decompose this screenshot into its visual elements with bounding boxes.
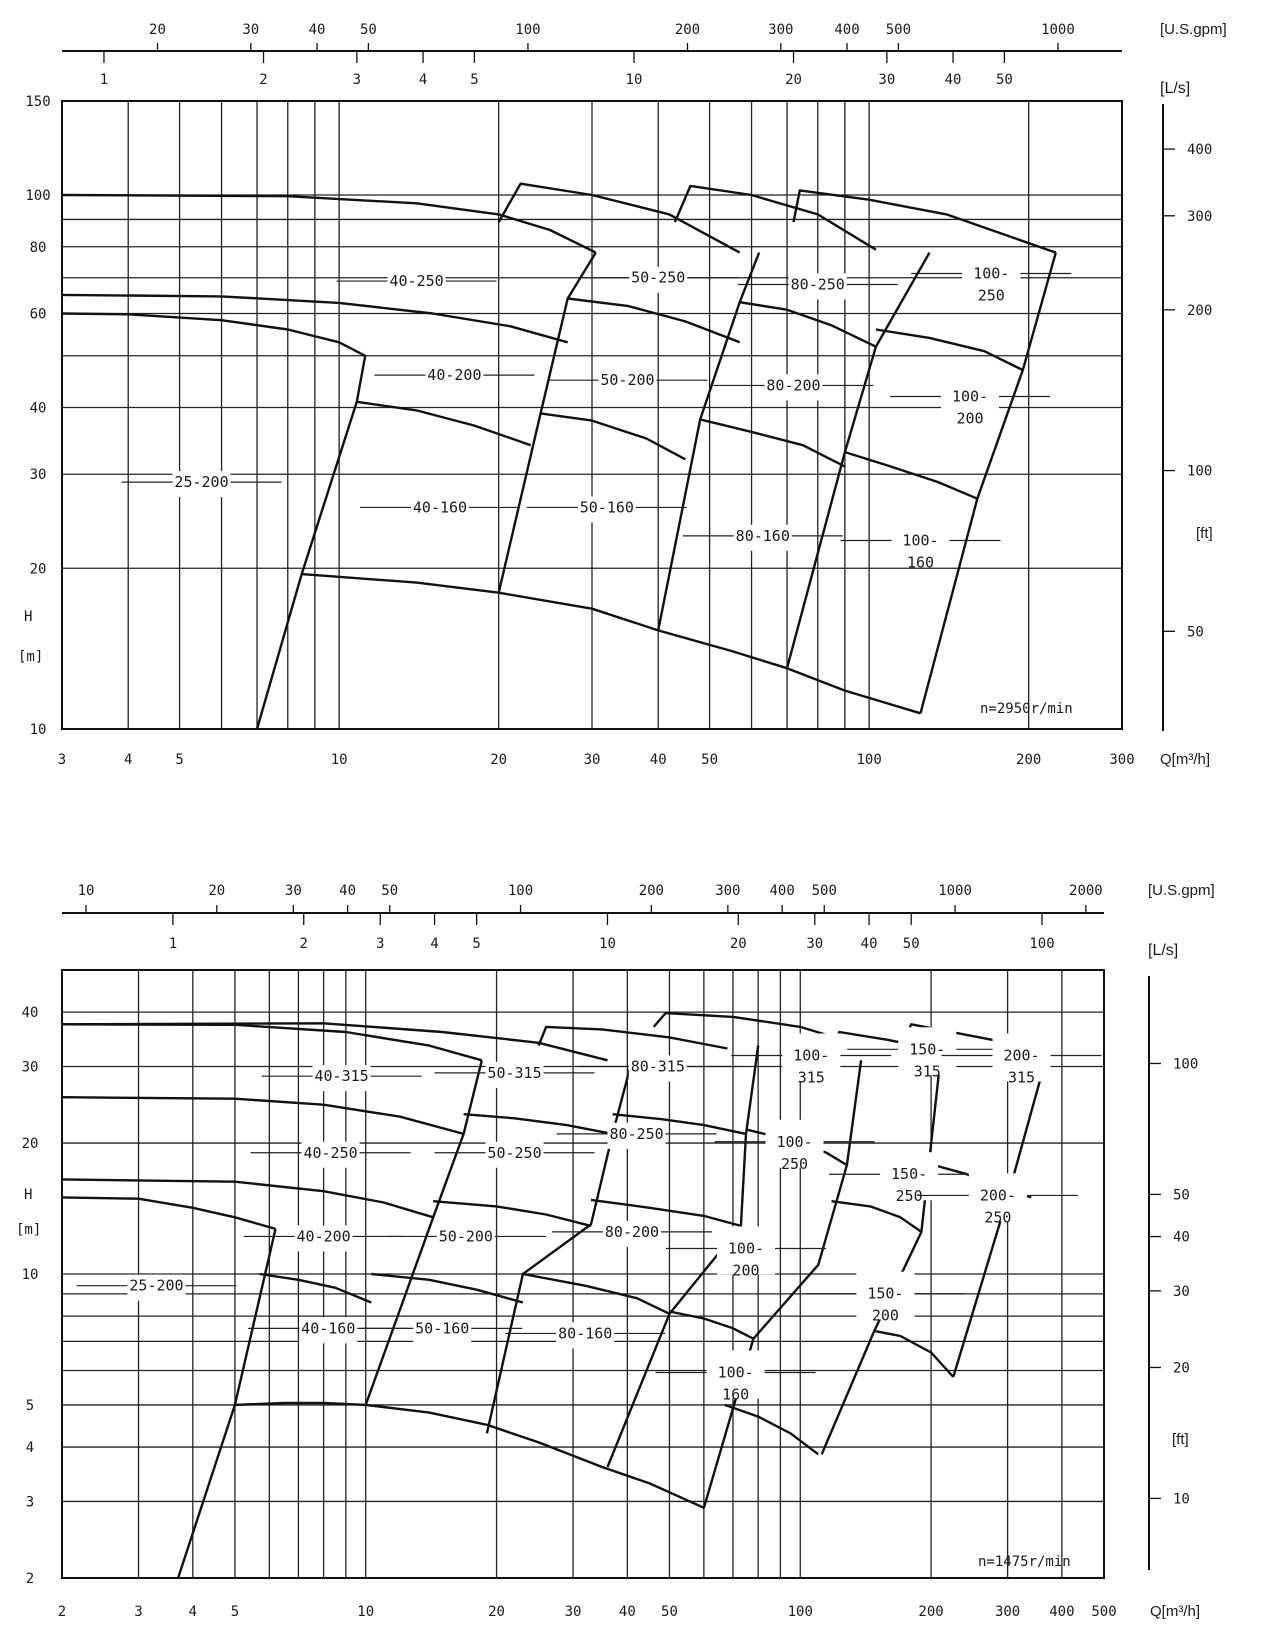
gpm-tick-label: 50 — [381, 883, 399, 899]
curve-50-315 — [62, 1023, 608, 1060]
ls-tick-label: 2 — [299, 936, 308, 952]
gpm-unit-label: [U.S.gpm] — [1148, 882, 1215, 899]
y-tick-label: 40 — [29, 400, 47, 417]
gpm-tick-label: 40 — [308, 22, 326, 38]
curve-25-200 — [62, 1197, 276, 1229]
gpm-axis — [62, 883, 1104, 913]
y-tick-label: 40 — [21, 1005, 39, 1022]
curve-label: 80-160 — [558, 1324, 613, 1343]
ft-tick-label: 200 — [1187, 302, 1213, 319]
y-tick-label: 150 — [25, 94, 51, 110]
curve-label: 50-315 — [487, 1063, 542, 1082]
speed-note: n=1475r/min — [978, 1554, 1071, 1570]
x-tick-label: 500 — [1091, 1604, 1117, 1620]
curve-min-line — [235, 1403, 704, 1508]
curve-label: 50-160 — [579, 498, 634, 517]
ls-tick-label: 40 — [944, 72, 962, 88]
gpm-tick-label: 200 — [638, 883, 664, 899]
curve-label: 50-250 — [487, 1143, 542, 1162]
gpm-tick-label: 500 — [885, 22, 912, 38]
boundary-line — [658, 253, 759, 631]
gpm-tick-label: 50 — [359, 22, 377, 38]
curve-label: 40-315 — [314, 1067, 369, 1086]
gpm-tick-label: 20 — [149, 22, 166, 38]
ls-tick-label: 3 — [352, 72, 362, 88]
x-tick-label: 50 — [661, 1604, 678, 1620]
curve-label: 315 — [797, 1068, 825, 1087]
ft-tick-label: 20 — [1173, 1360, 1190, 1377]
ls-tick-label: 5 — [472, 936, 481, 952]
ls-tick-label: 100 — [1029, 936, 1055, 952]
curve-label: 80-200 — [604, 1222, 660, 1241]
y-tick-label: 80 — [29, 239, 47, 256]
x-tick-label: 3 — [57, 752, 67, 768]
ft-tick-label: 100 — [1187, 463, 1213, 480]
curve-40-160 — [260, 1274, 372, 1303]
curve-label: 150- — [867, 1284, 904, 1303]
x-tick-label: 100 — [787, 1604, 813, 1620]
curve-50-160 — [541, 413, 686, 459]
ft-axis — [1149, 976, 1198, 1570]
x-tick-label: 2 — [57, 1604, 67, 1620]
y-tick-label: 10 — [21, 1267, 39, 1283]
gpm-tick-label: 1000 — [1041, 22, 1075, 38]
ft-tick-label: 30 — [1173, 1283, 1190, 1300]
ft-tick-label: 100 — [1173, 1056, 1199, 1073]
curve-50-200 — [433, 1201, 591, 1226]
curve-label: 250 — [780, 1154, 809, 1173]
y-axis-letter: H — [24, 1187, 33, 1203]
ft-axis — [1163, 104, 1212, 731]
x-tick-label: 4 — [123, 752, 133, 768]
curve-label: 40-250 — [389, 272, 444, 291]
x-tick-label: 4 — [188, 1604, 198, 1620]
curve-50-250 — [499, 184, 740, 253]
curve-label: 160 — [906, 553, 935, 572]
ft-unit-label: [ft] — [1196, 525, 1213, 542]
y-tick-label: 30 — [29, 467, 47, 484]
ls-tick-label: 1 — [168, 936, 178, 952]
x-tick-label: 30 — [583, 752, 601, 768]
curve-label: 100- — [951, 387, 989, 406]
y-axis-unit: [m] — [18, 649, 44, 665]
curve-label: 150- — [909, 1040, 946, 1059]
curve-label: 40-250 — [303, 1143, 358, 1162]
x-tick-label: 100 — [856, 752, 882, 768]
x-tick-label: 30 — [564, 1604, 582, 1620]
curve-label: 100- — [973, 264, 1010, 283]
gpm-tick-label: 400 — [769, 883, 795, 899]
ft-tick-label: 50 — [1187, 624, 1204, 641]
curve-label: 40-200 — [296, 1227, 351, 1246]
curve-label: 40-160 — [301, 1319, 356, 1338]
ft-tick-label: 40 — [1173, 1229, 1190, 1246]
ls-tick-label: 50 — [902, 936, 920, 952]
curve-80-315 — [539, 1027, 728, 1049]
ft-tick-label: 50 — [1173, 1187, 1190, 1204]
ls-axis — [169, 913, 1055, 952]
curve-label: 80-250 — [790, 275, 845, 294]
curve-40-250 — [62, 1097, 464, 1134]
gpm-tick-label: 200 — [674, 22, 701, 38]
x-tick-label: 40 — [649, 752, 667, 768]
x-tick-label: 40 — [618, 1604, 636, 1620]
x-axis-label: Q[m³/h] — [1160, 751, 1211, 768]
gpm-tick-label: 30 — [242, 22, 260, 38]
curve-label: 80-200 — [766, 376, 821, 395]
curve-150-250 — [832, 1201, 922, 1232]
y-tick-labels — [25, 94, 50, 738]
curve-label: 160 — [722, 1385, 750, 1404]
y-tick-label: 60 — [29, 306, 47, 323]
y-axis-letter: H — [24, 609, 33, 625]
ls-axis — [100, 51, 1013, 88]
curve-label: 200 — [956, 409, 984, 428]
curve-min-line — [302, 574, 921, 713]
x-tick-label: 300 — [994, 1604, 1021, 1620]
boundary-line — [257, 356, 365, 729]
x-tick-label: 5 — [230, 1604, 240, 1620]
y-tick-label: 10 — [29, 722, 47, 738]
curve-label: 315 — [1007, 1068, 1036, 1087]
curve-label: 100- — [776, 1132, 813, 1151]
ls-tick-label: 10 — [599, 936, 616, 952]
x-tick-label: 200 — [1016, 752, 1042, 768]
gpm-tick-label: 1000 — [938, 883, 972, 899]
ls-tick-label: 3 — [376, 936, 385, 952]
curve-100-250 — [794, 190, 1056, 252]
curve-label: 80-250 — [609, 1124, 664, 1143]
curve-label: 200- — [1003, 1046, 1040, 1065]
y-tick-label: 100 — [25, 188, 51, 205]
x-tick-labels — [58, 752, 1135, 768]
ls-tick-label: 1 — [99, 72, 109, 88]
curve-80-200 — [740, 302, 876, 347]
x-tick-label: 3 — [134, 1604, 143, 1620]
y-tick-label: 4 — [25, 1440, 35, 1457]
x-axis-label: Q[m³/h] — [1150, 1603, 1201, 1620]
curve-label: 80-160 — [735, 526, 790, 545]
y-tick-label: 20 — [29, 561, 47, 578]
curve-50-160 — [371, 1274, 523, 1303]
y-tick-label: 5 — [25, 1397, 35, 1414]
gpm-tick-label: 300 — [715, 883, 741, 899]
performance-curves — [62, 184, 1056, 729]
gpm-tick-label: 10 — [77, 883, 95, 899]
ls-tick-label: 4 — [418, 72, 428, 88]
curve-label: 100- — [793, 1046, 830, 1065]
gpm-tick-label: 100 — [515, 22, 541, 38]
ls-unit-label: [L/s] — [1160, 80, 1191, 97]
ls-tick-label: 50 — [995, 72, 1013, 88]
ls-tick-label: 30 — [878, 72, 896, 88]
gpm-tick-label: 300 — [768, 22, 794, 38]
x-tick-label: 300 — [1109, 752, 1135, 768]
curve-label: 40-200 — [427, 366, 482, 385]
y-tick-label: 20 — [21, 1136, 39, 1153]
ls-tick-label: 2 — [259, 72, 268, 88]
ls-tick-label: 4 — [430, 936, 439, 952]
curve-label: 315 — [913, 1062, 941, 1081]
gpm-tick-label: 500 — [811, 883, 837, 899]
x-tick-labels — [58, 1604, 1117, 1620]
gpm-unit-label: [U.S.gpm] — [1160, 21, 1227, 38]
gpm-tick-label: 20 — [208, 883, 226, 899]
ls-tick-label: 30 — [806, 936, 824, 952]
boundary-line — [499, 253, 596, 593]
curve-label: 100- — [717, 1363, 754, 1382]
x-tick-label: 20 — [490, 752, 508, 768]
curve-label: 80-315 — [630, 1057, 685, 1076]
curve-80-160 — [700, 419, 845, 466]
y-tick-label: 30 — [21, 1059, 39, 1076]
curve-label: 200 — [732, 1261, 760, 1280]
chart-1475rpm — [16, 882, 1215, 1620]
curve-label: 25-200 — [129, 1276, 184, 1295]
curve-50-250 — [464, 1114, 613, 1134]
gpm-tick-label: 40 — [339, 883, 357, 899]
curve-label: 25-200 — [174, 473, 229, 492]
curve-label: 250 — [977, 286, 1005, 305]
curve-40-160 — [357, 402, 531, 445]
ls-tick-label: 20 — [785, 72, 802, 88]
x-tick-label: 20 — [488, 1604, 505, 1620]
ls-tick-label: 40 — [860, 936, 878, 952]
ft-unit-label: [ft] — [1172, 1431, 1189, 1448]
x-tick-label: 400 — [1049, 1604, 1075, 1620]
x-tick-label: 5 — [175, 752, 184, 768]
y-tick-labels — [22, 1005, 39, 1587]
curve-label: 100- — [727, 1239, 765, 1258]
curve-25-200 — [62, 314, 365, 356]
ls-unit-label: [L/s] — [1148, 942, 1179, 959]
curve-label: 250 — [984, 1208, 1012, 1227]
gpm-tick-label: 30 — [284, 883, 302, 899]
curve-label: 150- — [891, 1165, 928, 1184]
gpm-tick-label: 400 — [834, 22, 860, 38]
ls-tick-label: 5 — [470, 72, 479, 88]
boundary-line — [787, 253, 930, 669]
curve-label: 50-200 — [600, 371, 655, 390]
ft-tick-label: 10 — [1173, 1491, 1190, 1508]
ls-tick-label: 10 — [625, 72, 643, 88]
y-tick-label: 3 — [25, 1494, 35, 1511]
x-tick-label: 200 — [918, 1604, 944, 1620]
gpm-tick-label: 2000 — [1069, 883, 1103, 899]
ft-tick-label: 300 — [1187, 208, 1213, 225]
curve-label: 50-200 — [438, 1227, 493, 1246]
gpm-tick-label: 100 — [507, 883, 534, 899]
curve-label: 200- — [979, 1186, 1016, 1205]
ft-tick-label: 400 — [1187, 142, 1213, 159]
y-axis-unit: [m] — [16, 1222, 42, 1238]
curve-label: 200 — [871, 1306, 899, 1325]
curve-100-160 — [845, 452, 977, 499]
curve-50-200 — [568, 299, 740, 343]
chart-2950rpm — [18, 21, 1227, 768]
y-tick-label: 2 — [25, 1571, 35, 1587]
curve-label: 40-160 — [412, 498, 468, 517]
x-tick-label: 50 — [701, 752, 719, 768]
boundary-line — [822, 1060, 941, 1454]
curve-100-200 — [876, 330, 1023, 371]
gpm-axis — [62, 22, 1122, 51]
curve-label: 50-160 — [415, 1319, 470, 1338]
ls-tick-label: 20 — [729, 936, 747, 952]
speed-note: n=2950r/min — [980, 701, 1073, 717]
curve-40-250 — [62, 195, 596, 253]
curve-label: 100- — [902, 531, 939, 550]
x-tick-label: 10 — [330, 752, 348, 768]
curve-label: 50-250 — [631, 268, 686, 287]
x-tick-label: 10 — [357, 1604, 375, 1620]
curve-label: 250 — [895, 1187, 923, 1206]
